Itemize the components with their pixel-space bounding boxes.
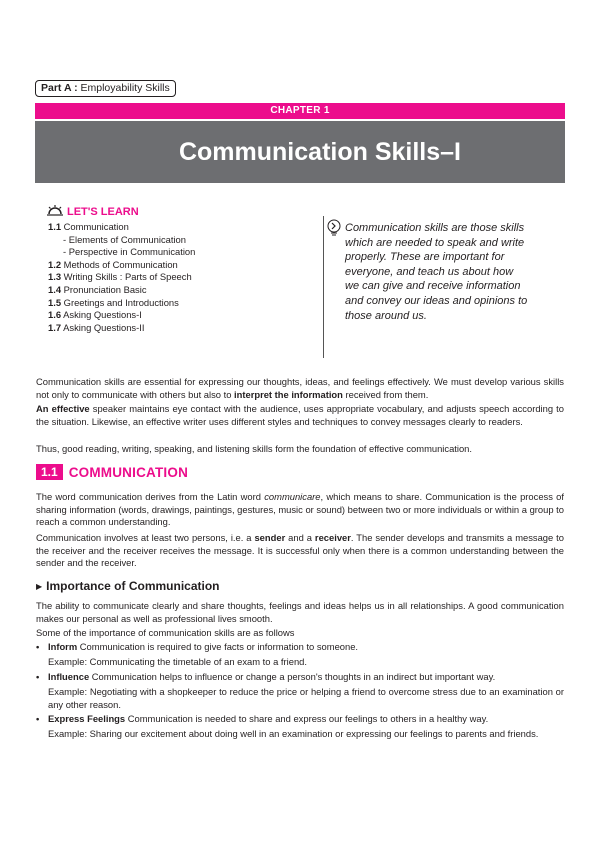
importance-paragraph-2: Some of the importance of communication skills are as follows [36,627,295,638]
example-text: Example: Sharing our excitement about doing well in an examination or expressing our feelings to parents and friends. [48,728,539,739]
intro-paragraph-3: Thus, good reading, writing, speaking, and listening skills form the foundation of effective communication. [36,443,473,454]
section-number: 1.1 [36,464,63,480]
list-item: • Inform Communication is required to give facts or information to someone. [36,641,359,652]
example-text: Example: Negotiating with a shopkeeper to reduce the price or helping a friend to overcome stress due to an examination or any other reason. [48,686,564,710]
chapter-title: Communication Skills–I [35,121,565,183]
list-item: 1.2 Methods of Communication [48,258,178,270]
list-item: 1.6 Asking Questions-I [48,309,142,321]
list-item: 1.7 Asking Questions-II [48,321,145,333]
part-tag-bold: Part A : [41,82,78,94]
intro-paragraph-2: An effective speaker maintains eye contact with the audience, uses appropriate vocabulary, and adjusts speech according to the situation. Likewise, an effective writer uses different styles and techniques to convey messages clearly to readers. [36,403,564,427]
list-item: 1.5 Greetings and Introductions [48,296,179,308]
list-item: - Perspective in Communication [63,246,196,258]
list-item: 1.4 Pronunciation Basic [48,283,147,295]
section-paragraph-1: The word communication derives from the Latin word communicare, which means to share. Communication is the process of sharing information (words, drawings, paintings, gestures, music or sound) between two or more individuals or within a group to reach a common understanding. [36,491,564,528]
quote-divider [323,216,324,358]
list-item: • Express Feelings Communication is needed to share and express our feelings to others in a healthy way. [36,713,489,724]
importance-heading: ▶ Importance of Communication [36,579,220,593]
section-paragraph-2: Communication involves at least two persons, i.e. a sender and a receiver. The sender develops and transmits a message to the receiver and the receiver receives the message. It is successful only when there is a common understanding between the sender and the receiver. [36,532,564,569]
triangle-right-icon: ▶ [36,581,43,591]
lets-learn-list [48,221,195,334]
sunrise-icon [46,203,64,221]
bullet-icon: • [36,713,40,724]
chapter-label: CHAPTER 1 [35,103,565,119]
list-item: • Influence Communication helps to influence or change a person's thoughts in an indirect but important way. [36,671,496,682]
list-item: 1.3 Writing Skills : Parts of Speech [48,271,192,283]
section-title: COMMUNICATION [68,464,189,480]
quote-text: Communication skills are those skills which are needed to speak and write properly. These are important for everyone, and teach us about how we can give and receive information and convey our ideas and opinions to those around us. [345,222,528,322]
part-tag-text: Employability Skills [80,82,170,94]
lets-learn-heading: LET'S LEARN [67,206,139,218]
example-text: Example: Communicating the timetable of an exam to a friend. [48,656,307,667]
section-heading [36,464,188,480]
list-item: 1.1 Communication [48,221,129,232]
chevron-bulb-icon [326,218,342,243]
intro-paragraph-1: Communication skills are essential for expressing our thoughts, ideas, and feelings effectively. We must develop various skills not only to communicate with others but also to interpret the information received from them. [36,376,564,400]
lets-learn-header [46,203,139,221]
bullet-icon: • [36,641,40,652]
part-tag [35,80,176,97]
list-item: - Elements of Communication [63,233,186,245]
importance-paragraph-1: The ability to communicate clearly and share thoughts, feelings and ideas helps us in all relationships. A good communication makes our personal as well as professional lives smooth. [36,600,564,624]
bullet-icon: • [36,671,40,682]
